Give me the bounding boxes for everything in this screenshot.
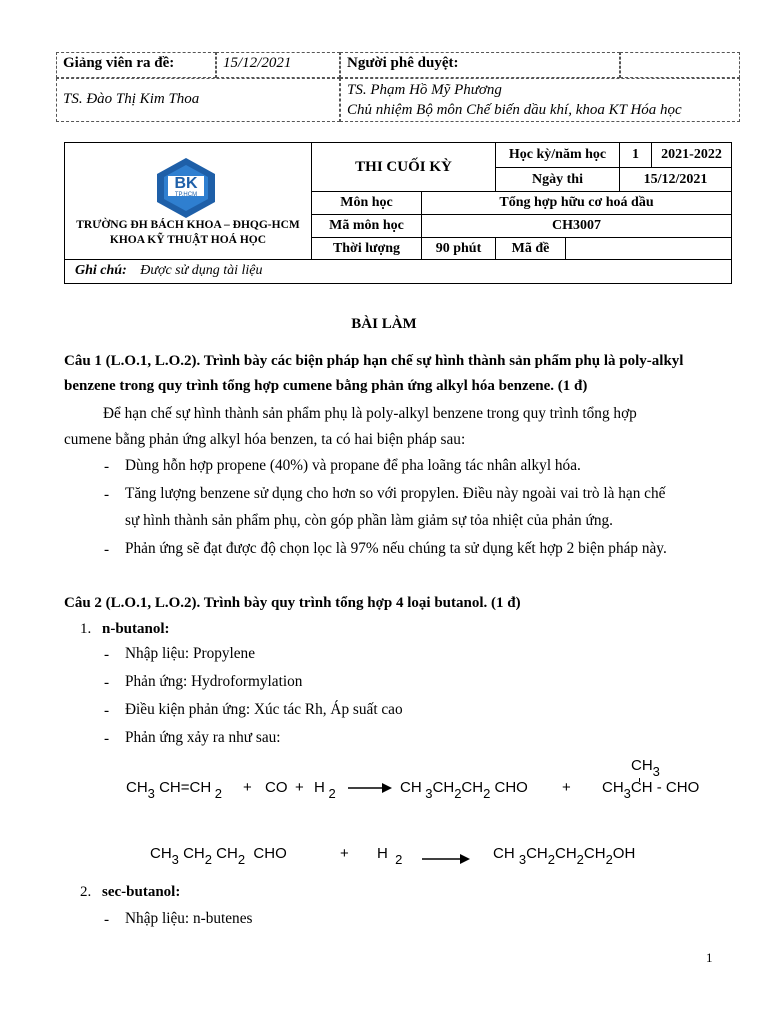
- approver-name: TS. Phạm Hồ Mỹ Phương: [347, 82, 502, 98]
- school-year: 2021-2022: [651, 143, 731, 167]
- n-butanol-reaction-intro: Phản ứng xảy ra như sau:: [125, 729, 281, 746]
- reaction-1-h2: H 2: [314, 779, 336, 801]
- sec-butanol-feed: Nhập liệu: n-butenes: [125, 910, 253, 927]
- exam-date-label: Ngày thi: [495, 167, 619, 191]
- term-label: Học kỳ/năm học: [495, 143, 619, 167]
- reaction-1-product-butanal: CH 3CH2CH2 CHO: [400, 779, 528, 801]
- bullet-dash: -: [104, 730, 110, 747]
- page-heading: BÀI LÀM: [351, 316, 417, 332]
- exam-header: [56, 52, 740, 122]
- approver-title: Chủ nhiệm Bộ môn Chế biến dầu khí, khoa KT Hóa học: [347, 102, 682, 118]
- bullet-dash: -: [104, 646, 110, 663]
- bullet-dash: -: [104, 541, 110, 558]
- note-label: Ghi chú:: [75, 263, 127, 278]
- n-butanol-feed: Nhập liệu: Propylene: [125, 645, 255, 662]
- reaction-1-product-isobutanal: CH3CH - CHO: [602, 779, 700, 801]
- exam-title: THI CUỐI KỲ: [311, 143, 495, 191]
- bullet-dash: -: [104, 486, 110, 503]
- bk-logo-subtext: TP.HCM: [174, 192, 198, 198]
- question-2: Câu 2 (L.O.1, L.O.2). Trình bày quy trình tổng hợp 4 loại butanol. (1 đ): [64, 595, 521, 611]
- page-number: 1: [706, 950, 713, 965]
- school-name: TRƯỜNG ĐH BÁCH KHOA – ĐHQG-HCM: [76, 219, 300, 231]
- subject-value: Tổng hợp hữu cơ hoá dầu: [421, 191, 731, 214]
- header-date: 15/12/2021: [216, 52, 340, 78]
- bullet-dash: -: [104, 458, 110, 475]
- term-value: 1: [619, 143, 651, 167]
- bullet-dash: -: [104, 702, 110, 719]
- exam-date-value: 15/12/2021: [619, 167, 731, 191]
- exam-info-table: [64, 142, 732, 284]
- reaction-1-plus: +: [562, 779, 571, 796]
- reaction-2-product-n-butanol: CH 3CH2CH2CH2OH: [493, 845, 636, 867]
- course-code-label: Mã môn học: [311, 214, 421, 237]
- approver-block: [340, 78, 740, 122]
- reaction-1-co: CO: [265, 779, 288, 796]
- reaction-1-plus: +: [243, 779, 252, 796]
- bullet-dash: -: [104, 911, 110, 928]
- duration-value: 90 phút: [421, 237, 495, 259]
- note-row: [65, 259, 731, 283]
- answer-1-intro-line-1: Để hạn chế sự hình thành sản phẩm phụ là poly-alkyl benzene trong quy trình tổng hợp: [103, 405, 637, 422]
- reaction-2-h2: H 2: [377, 845, 403, 867]
- n-butanol-conditions: Điều kiện phản ứng: Xúc tác Rh, Áp suất cao: [125, 701, 403, 718]
- faculty-name: KHOA KỸ THUẬT HOÁ HỌC: [109, 234, 267, 246]
- reaction-2-plus: +: [340, 845, 349, 862]
- answer-1-bullet-1: Dùng hỗn hợp propene (40%) và propane để pha loãng tác nhân alkyl hóa.: [125, 457, 581, 474]
- answer-1-bullet-3: Phản ứng sẽ đạt được độ chọn lọc là 97% nếu chúng ta sử dụng kết hợp 2 biện pháp này.: [125, 540, 667, 557]
- duration-label: Thời lượng: [311, 237, 421, 259]
- lecturer-name: TS. Đào Thị Kim Thoa: [56, 78, 340, 122]
- school-logo-cell: [65, 143, 311, 259]
- approver-label: Người phê duyệt:: [340, 52, 620, 78]
- exam-code-label: Mã đề: [495, 237, 565, 259]
- course-code-value: CH3007: [421, 214, 731, 237]
- n-butanol-reaction: Phản ứng: Hydroformylation: [125, 673, 303, 690]
- note-value: Được sử dụng tài liệu: [140, 263, 263, 278]
- n-butanol-title: n-butanol:: [102, 621, 170, 637]
- header-empty-cell: [620, 52, 740, 78]
- exam-code-value: [565, 237, 731, 259]
- answer-1-bullet-2-line-1: Tăng lượng benzene sử dụng cho hơn so với propylen. Điều này ngoài vai trò là hạn chế: [125, 485, 666, 502]
- bk-logo-text: BK: [174, 175, 198, 192]
- reaction-arrow-icon: [348, 781, 392, 795]
- lecturer-label: Giảng viên ra đề:: [56, 52, 216, 78]
- reaction-2-reactant-butanal: CH3 CH2 CH2 CHO: [150, 845, 287, 867]
- reaction-1-branch-ch3: CH3: [631, 757, 660, 779]
- answer-1-bullet-2-line-2: sự hình thành sản phẩm phụ, còn góp phần làm giảm sự tỏa nhiệt của phản ứng.: [125, 512, 613, 529]
- subject-label: Môn học: [311, 191, 421, 214]
- answer-1-intro-line-2: cumene bằng phản ứng alkyl hóa benzen, ta có hai biện pháp sau:: [64, 431, 466, 448]
- n-butanol-number: 1.: [80, 621, 92, 637]
- question-1-line-2: benzene trong quy trình tổng hợp cumene bằng phản ứng alkyl hóa benzene. (1 đ): [64, 378, 588, 394]
- question-1-line-1: Câu 1 (L.O.1, L.O.2). Trình bày các biện pháp hạn chế sự hình thành sản phẩm phụ là poly-alkyl: [64, 353, 684, 369]
- sec-butanol-number: 2.: [80, 884, 92, 900]
- reaction-arrow-icon: [422, 852, 470, 866]
- sec-butanol-title: sec-butanol:: [102, 884, 181, 900]
- reaction-1-reactant-propylene: CH3 CH=CH 2: [126, 779, 223, 801]
- bullet-dash: -: [104, 674, 110, 691]
- reaction-1-plus: +: [295, 779, 304, 796]
